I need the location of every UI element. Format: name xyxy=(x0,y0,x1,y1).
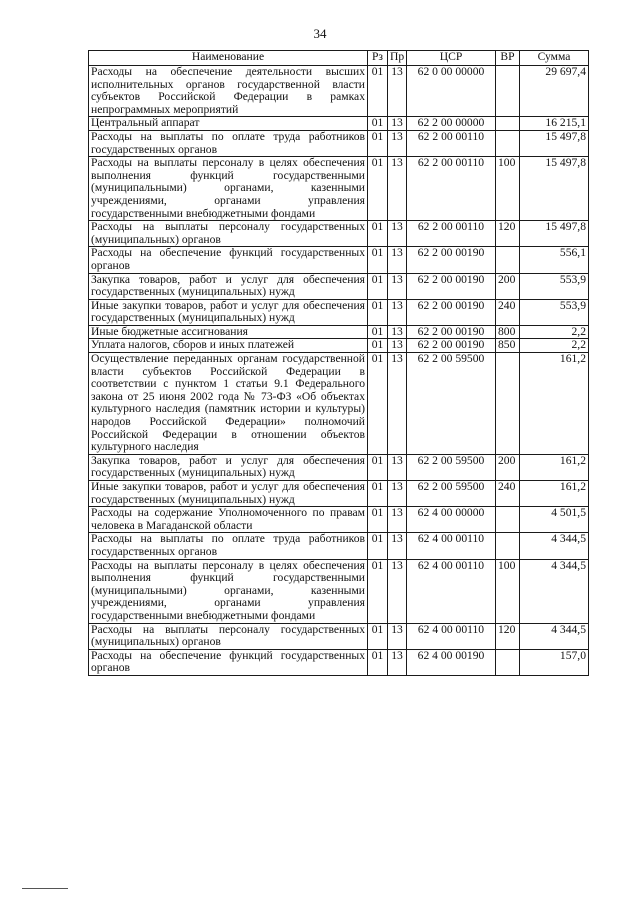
row-vr xyxy=(496,533,520,559)
row-pr: 13 xyxy=(388,649,407,675)
row-name: Расходы на содержание Уполномоченного по правам человека в Магаданской области xyxy=(89,507,368,533)
row-name: Осуществление переданных органам государственной власти субъектов Российской Федерации в соответствии с пунктом 1 статьи 9.1 Федерального закона от 25 июня 2002 года № 73-ФЗ «Об объектах культурного наследия (памятник истории и культуры) народов Российской Федерации» полномочий Российской Федерации в отношении объектов культурного наследия xyxy=(89,353,368,455)
row-vr: 240 xyxy=(496,299,520,325)
header-rz: Рз xyxy=(368,51,388,66)
row-sum: 4 344,5 xyxy=(520,623,589,649)
row-rz: 01 xyxy=(368,533,388,559)
table-row xyxy=(89,325,589,339)
row-rz: 01 xyxy=(368,66,388,117)
row-csr: 62 4 00 00110 xyxy=(407,533,496,559)
table-row xyxy=(89,507,589,533)
table-row xyxy=(89,481,589,507)
table-header-row xyxy=(89,51,589,66)
row-csr: 62 2 00 00110 xyxy=(407,130,496,156)
row-pr: 13 xyxy=(388,221,407,247)
page-number: 34 xyxy=(313,26,327,41)
row-vr: 100 xyxy=(496,157,520,221)
row-pr: 13 xyxy=(388,559,407,623)
row-rz: 01 xyxy=(368,157,388,221)
row-pr: 13 xyxy=(388,325,407,339)
table-body xyxy=(89,66,589,676)
row-name: Расходы на выплаты персоналу в целях обеспечения выполнения функций государственными (муниципальными) органами, казенными учреждениями, органами управления государственными внебюджетными фондами xyxy=(89,157,368,221)
row-rz: 01 xyxy=(368,559,388,623)
row-pr: 13 xyxy=(388,623,407,649)
row-csr: 62 0 00 00000 xyxy=(407,66,496,117)
row-name: Иные бюджетные ассигнования xyxy=(89,325,368,339)
header-vr: ВР xyxy=(496,51,520,66)
row-csr: 62 2 00 00190 xyxy=(407,299,496,325)
row-name: Расходы на обеспечение деятельности высших исполнительных органов государственной власти субъектов Российской Федерации в рамках непрограммных мероприятий xyxy=(89,66,368,117)
table-row xyxy=(89,221,589,247)
row-rz: 01 xyxy=(368,221,388,247)
row-sum: 4 344,5 xyxy=(520,559,589,623)
row-rz: 01 xyxy=(368,454,388,480)
row-name: Закупка товаров, работ и услуг для обеспечения государственных (муниципальных) нужд xyxy=(89,454,368,480)
row-name: Расходы на выплаты по оплате труда работников государственных органов xyxy=(89,533,368,559)
row-sum: 157,0 xyxy=(520,649,589,675)
row-sum: 29 697,4 xyxy=(520,66,589,117)
row-sum: 161,2 xyxy=(520,481,589,507)
row-pr: 13 xyxy=(388,454,407,480)
row-vr: 120 xyxy=(496,623,520,649)
header-pr: Пр xyxy=(388,51,407,66)
row-pr: 13 xyxy=(388,481,407,507)
row-pr: 13 xyxy=(388,117,407,131)
row-name: Уплата налогов, сборов и иных платежей xyxy=(89,339,368,353)
row-vr: 850 xyxy=(496,339,520,353)
budget-table xyxy=(88,50,589,676)
footer-divider xyxy=(22,888,68,889)
row-name: Расходы на выплаты персоналу государственных (муниципальных) органов xyxy=(89,623,368,649)
row-rz: 01 xyxy=(368,273,388,299)
table-row xyxy=(89,299,589,325)
row-csr: 62 2 00 00190 xyxy=(407,247,496,273)
row-name: Расходы на обеспечение функций государственных органов xyxy=(89,649,368,675)
table-row xyxy=(89,130,589,156)
row-vr xyxy=(496,353,520,455)
row-name: Иные закупки товаров, работ и услуг для обеспечения государственных (муниципальных) нужд xyxy=(89,481,368,507)
row-csr: 62 4 00 00110 xyxy=(407,623,496,649)
row-sum: 15 497,8 xyxy=(520,221,589,247)
row-pr: 13 xyxy=(388,533,407,559)
row-pr: 13 xyxy=(388,507,407,533)
table-row xyxy=(89,247,589,273)
row-csr: 62 4 00 00110 xyxy=(407,559,496,623)
row-sum: 15 497,8 xyxy=(520,130,589,156)
row-csr: 62 2 00 00190 xyxy=(407,325,496,339)
row-name: Расходы на обеспечение функций государственных органов xyxy=(89,247,368,273)
row-rz: 01 xyxy=(368,299,388,325)
row-sum: 2,2 xyxy=(520,339,589,353)
row-pr: 13 xyxy=(388,299,407,325)
table-row xyxy=(89,454,589,480)
table-row xyxy=(89,117,589,131)
row-pr: 13 xyxy=(388,339,407,353)
row-sum: 15 497,8 xyxy=(520,157,589,221)
row-sum: 553,9 xyxy=(520,299,589,325)
header-sum: Сумма xyxy=(520,51,589,66)
table-row xyxy=(89,66,589,117)
row-pr: 13 xyxy=(388,66,407,117)
row-pr: 13 xyxy=(388,130,407,156)
row-pr: 13 xyxy=(388,273,407,299)
table-row xyxy=(89,623,589,649)
row-vr xyxy=(496,247,520,273)
table-row xyxy=(89,533,589,559)
row-rz: 01 xyxy=(368,507,388,533)
row-vr xyxy=(496,66,520,117)
row-rz: 01 xyxy=(368,353,388,455)
row-pr: 13 xyxy=(388,353,407,455)
row-vr: 200 xyxy=(496,273,520,299)
table-row xyxy=(89,353,589,455)
row-sum: 4 344,5 xyxy=(520,533,589,559)
row-sum: 161,2 xyxy=(520,353,589,455)
table-row xyxy=(89,649,589,675)
row-csr: 62 2 00 00190 xyxy=(407,273,496,299)
row-vr: 200 xyxy=(496,454,520,480)
row-vr xyxy=(496,649,520,675)
row-rz: 01 xyxy=(368,325,388,339)
row-csr: 62 2 00 00190 xyxy=(407,339,496,353)
table-row xyxy=(89,157,589,221)
row-sum: 2,2 xyxy=(520,325,589,339)
row-rz: 01 xyxy=(368,623,388,649)
row-pr: 13 xyxy=(388,157,407,221)
row-rz: 01 xyxy=(368,247,388,273)
row-vr: 100 xyxy=(496,559,520,623)
row-vr xyxy=(496,507,520,533)
row-vr xyxy=(496,130,520,156)
table-row xyxy=(89,339,589,353)
row-name: Центральный аппарат xyxy=(89,117,368,131)
table-row xyxy=(89,559,589,623)
row-rz: 01 xyxy=(368,481,388,507)
row-csr: 62 2 00 00110 xyxy=(407,157,496,221)
row-name: Закупка товаров, работ и услуг для обеспечения государственных (муниципальных) нужд xyxy=(89,273,368,299)
row-rz: 01 xyxy=(368,649,388,675)
row-csr: 62 4 00 00000 xyxy=(407,507,496,533)
row-rz: 01 xyxy=(368,339,388,353)
row-vr: 800 xyxy=(496,325,520,339)
row-sum: 553,9 xyxy=(520,273,589,299)
row-sum: 556,1 xyxy=(520,247,589,273)
row-sum: 161,2 xyxy=(520,454,589,480)
row-rz: 01 xyxy=(368,117,388,131)
row-csr: 62 2 00 00000 xyxy=(407,117,496,131)
row-csr: 62 4 00 00190 xyxy=(407,649,496,675)
row-sum: 4 501,5 xyxy=(520,507,589,533)
row-csr: 62 2 00 00110 xyxy=(407,221,496,247)
row-name: Расходы на выплаты персоналу в целях обеспечения выполнения функций государственными (муниципальными) органами, казенными учреждениями, органами управления государственными внебюджетными фондами xyxy=(89,559,368,623)
row-name: Расходы на выплаты по оплате труда работников государственных органов xyxy=(89,130,368,156)
row-vr: 120 xyxy=(496,221,520,247)
row-csr: 62 2 00 59500 xyxy=(407,481,496,507)
header-csr: ЦСР xyxy=(407,51,496,66)
row-csr: 62 2 00 59500 xyxy=(407,353,496,455)
row-csr: 62 2 00 59500 xyxy=(407,454,496,480)
header-name: Наименование xyxy=(89,51,368,66)
row-sum: 16 215,1 xyxy=(520,117,589,131)
row-name: Иные закупки товаров, работ и услуг для обеспечения государственных (муниципальных) нужд xyxy=(89,299,368,325)
table-row xyxy=(89,273,589,299)
row-name: Расходы на выплаты персоналу государственных (муниципальных) органов xyxy=(89,221,368,247)
row-vr xyxy=(496,117,520,131)
row-pr: 13 xyxy=(388,247,407,273)
row-vr: 240 xyxy=(496,481,520,507)
row-rz: 01 xyxy=(368,130,388,156)
